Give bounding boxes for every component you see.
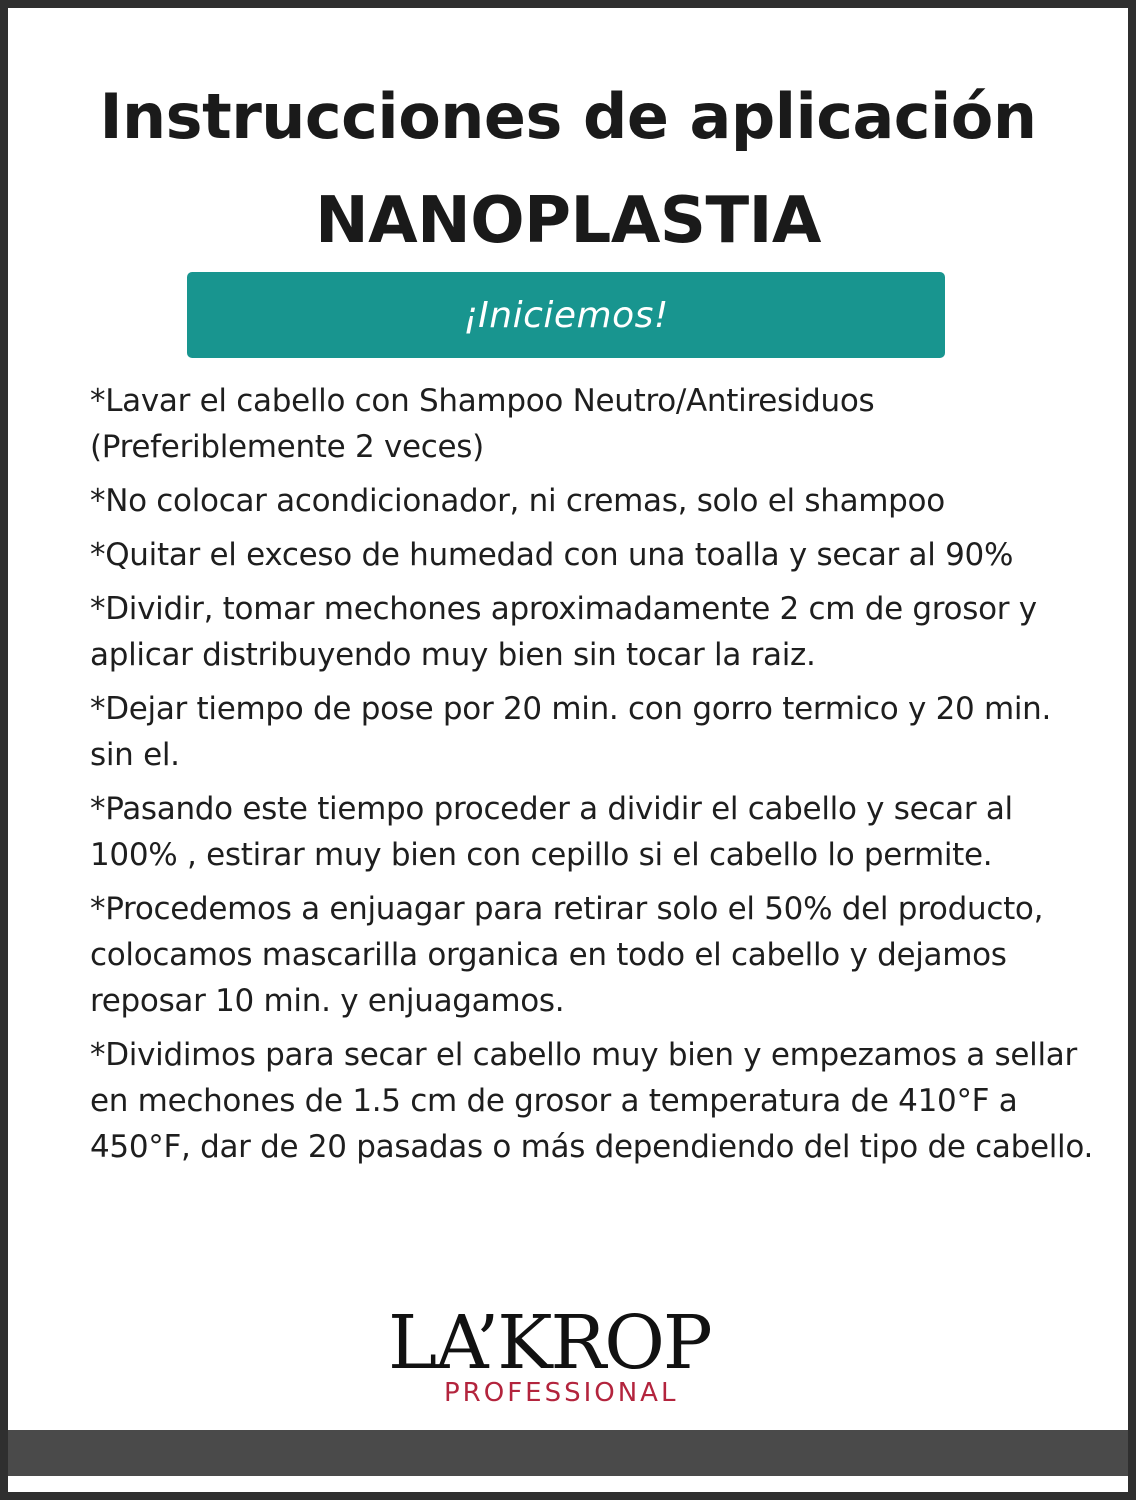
instruction-sheet (8, 8, 1128, 1492)
instruction-step: *No colocar acondicionador, ni cremas, solo el shampoo (90, 483, 945, 519)
start-banner (187, 272, 945, 358)
instruction-step: *Dividimos para secar el cabello muy bien y empezamos a sellar en mechones de 1.5 cm de grosor a temperatura de 410°F a 450°F, dar de 20 pasadas o más dependiendo del tipo de cabello. (90, 1037, 1094, 1165)
page-title: Instrucciones de aplicación (99, 80, 1037, 153)
instruction-step: *Pasando este tiempo proceder a dividir el cabello y secar al 100% , estirar muy bien con cepillo si el cabello lo permite. (90, 791, 1013, 873)
instruction-step: *Dividir, tomar mechones aproximadamente 2 cm de grosor y aplicar distribuyendo muy bien sin tocar la raiz. (90, 591, 1037, 673)
footer-bar (8, 1430, 1128, 1476)
product-name: NANOPLASTIA (315, 184, 821, 258)
brand-logo (388, 1298, 768, 1418)
logo-wordmark: LA’KROP (388, 1300, 711, 1386)
instruction-step: *Lavar el cabello con Shampoo Neutro/Antiresiduos (Preferiblemente 2 veces) (90, 383, 875, 465)
instruction-step: *Dejar tiempo de pose por 20 min. con gorro termico y 20 min. sin el. (90, 691, 1052, 773)
banner-text: ¡Iniciemos! (463, 294, 669, 336)
instruction-step: *Quitar el exceso de humedad con una toalla y secar al 90% (90, 537, 1014, 573)
logo-tagline: PROFESSIONAL (444, 1378, 679, 1408)
instruction-step: *Procedemos a enjuagar para retirar solo el 50% del producto, colocamos mascarilla organica en todo el cabello y dejamos reposar 10 min. y enjuagamos. (90, 891, 1044, 1019)
instruction-list (90, 378, 1100, 1178)
